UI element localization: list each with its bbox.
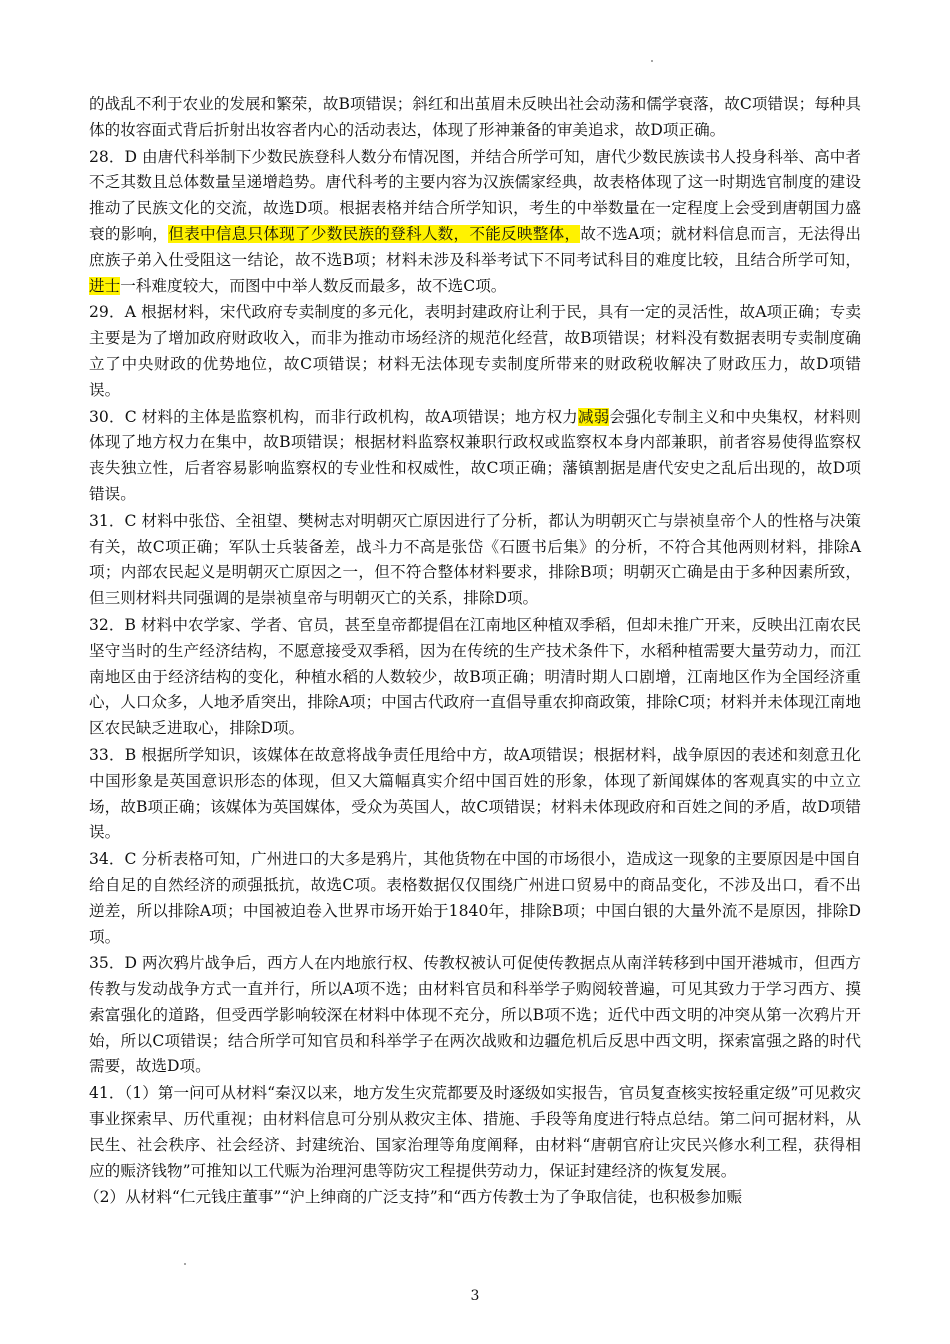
page-number: 3 [470,1288,480,1304]
answer-explanations [84,92,861,1212]
answer-32: 32．B 材料中农学家、学者、官员，甚至皇帝都提倡在江南地区种植双季稻，但却未推广开来，反映出江南农民坚守当时的生产经济结构，不愿意接受双季稻，因为在传统的生产技术条件下，水稻种植需要大量劳动力，而江南地区由于经济结构的变化，种植水稻的人数较少，故B项正确；明清时期人口剧增，江南地区作为全国经济重心，人口众多，人地矛盾突出，排除A项；中国古代政府一直倡导重农抑商政策，排除C项；材料并未体现江南地区农民缺乏进取心，排除D项。 [89,615,861,738]
answer-41-part1: 41．（1）第一问可从材料“秦汉以来，地方发生灾荒都要及时逐级如实报告，官员复查核实按轻重定级”可见救灾事业探索早、历代重视；由材料信息可分别从救灾主体、措施、手段等角度进行特点总结。第二问可据材料，从民生、社会秩序、社会经济、封建统治、国家治理等角度阐释，由材料“唐朝官府让灾民兴修水利工程，获得相应的赈济钱物”可推知以工代赈为治理河患等防灾工程提供劳动力，保证封建经济的恢复发展。 [89,1084,861,1180]
answer-33: 33．B 根据所学知识，该媒体在故意将战争责任甩给中方，故A项错误；根据材料，战争原因的表述和刻意丑化中国形象是英国意识形态的体现，但又大篇幅真实介绍中国百姓的形象，体现了新闻媒体的客观真实的中立立场，故B项正确；该媒体为英国媒体，受众为英国人，故C项错误；材料未体现政府和百姓之间的矛盾，故D项错误。 [89,745,861,842]
answer-29: 29．A 根据材料，宋代政府专卖制度的多元化，表明封建政府让利于民，具有一定的灵活性，故A项正确；专卖主要是为了增加政府财政收入，而非为推动市场经济的规范化经营，故B项错误；材料没有数据表明专卖制度确立了中央财政的优势地位，故C项错误；材料无法体现专卖制度所带来的财政税收解决了财政压力，故D项错误。 [89,303,861,399]
answer-41-part2: （2）从材料“仁元钱庄董事”“沪上绅商的广泛支持”和“西方传教士为了争取信徒，也积极参加赈 [84,1188,742,1207]
answer-30: 30．C 材料的主体是监察机构，而非行政机构，故A项错误；地方权力减弱会强化专制主义和中央集权，材料则体现了地方权力在集中，故B项错误；根据材料监察权兼职行政权或监察权本身内部兼职，前者容易使得监察权丧失独立性，后者容易影响监察权的专业性和权威性，故C项正确；藩镇割据是唐代安史之乱后出现的，故D项错误。 [89,407,861,503]
highlight-text: 减弱 [577,407,610,426]
answer-28: 28．D 由唐代科举制下少数民族登科人数分布情况图，并结合所学可知，唐代少数民族读书人投身科举、高中者不乏其数且总体数量呈递增趋势。唐代科考的主要内容为汉族儒家经典，故表格体现了这一时期选官制度的建设推动了民族文化的交流，故选D项。根据表格并结合所学知识，考生的中举数量在一定程度上会受到唐朝国力盛衰的影响，但表中信息只体现了少数民族的登科人数，不能反映整体，故不选A项；就材料信息而言，无法得出庶族子弟入仕受阻这一结论，故不选B项；材料未涉及科举考试下不同考试科目的难度比较，且结合所学可知，进士一科难度较大，而图中中举人数反而最多，故不选C项。 [89,147,861,295]
highlight-text: 进士 [89,276,121,295]
answer-35: 35．D 两次鸦片战争后，西方人在内地旅行权、传教权被认可促使传教据点从南洋转移到中国开港城市，但西方传教与发动战争方式一直并行，所以A项不选；由材料官员和科举学子购阅较普遍，可见其致力于学习西方、摸索富强化的道路，但受西学影响较深在材料中体现不充分，所以B项不选；近代中西文明的冲突从第一次鸦片开始，所以C项错误；结合所学可知官员和科举学子在两次战败和边疆危机后反思中西文明，探索富强之路的时代需要，故选D项。 [89,954,861,1076]
page-speck-top [651,60,653,62]
answer-31: 31．C 材料中张岱、全祖望、樊树志对明朝灭亡原因进行了分析，都认为明朝灭亡与崇祯皇帝个人的性格与决策有关，故C项正确；军队士兵装备差，战斗力不高是张岱《石匮书后集》的分析，不符合其他两则材料，排除A项；内部农民起义是明朝灭亡原因之一，但不符合整体材料要求，排除B项；明朝灭亡确是由于多种因素所致，但三则材料共同强调的是崇祯皇帝与明朝灭亡的关系，排除D项。 [89,511,861,608]
answer-34: 34．C 分析表格可知，广州进口的大多是鸦片，其他货物在中国的市场很小，造成这一现象的主要原因是中国自给自足的自然经济的顽强抵抗，故选C项。表格数据仅仅围绕广州进口贸易中的商品变化，不涉及出口，看不出逆差，所以排除A项；中国被迫卷入世界市场开始于1840年，排除B项；中国白银的大量外流不是原因，排除D项。 [89,850,861,946]
paragraph-continuation: 的战乱不利于农业的发展和繁荣，故B项错误；斜红和出茧眉未反映出社会动荡和儒学衰落，故C项错误；每种具体的妆容面式背后折射出妆容者内心的活动表达，体现了形神兼备的审美追求，故D项正确。 [89,95,861,139]
page-speck-bottom [184,1263,186,1265]
highlight-text: 但表中信息只体现了少数民族的登科人数，不能反映整体， [168,224,581,243]
